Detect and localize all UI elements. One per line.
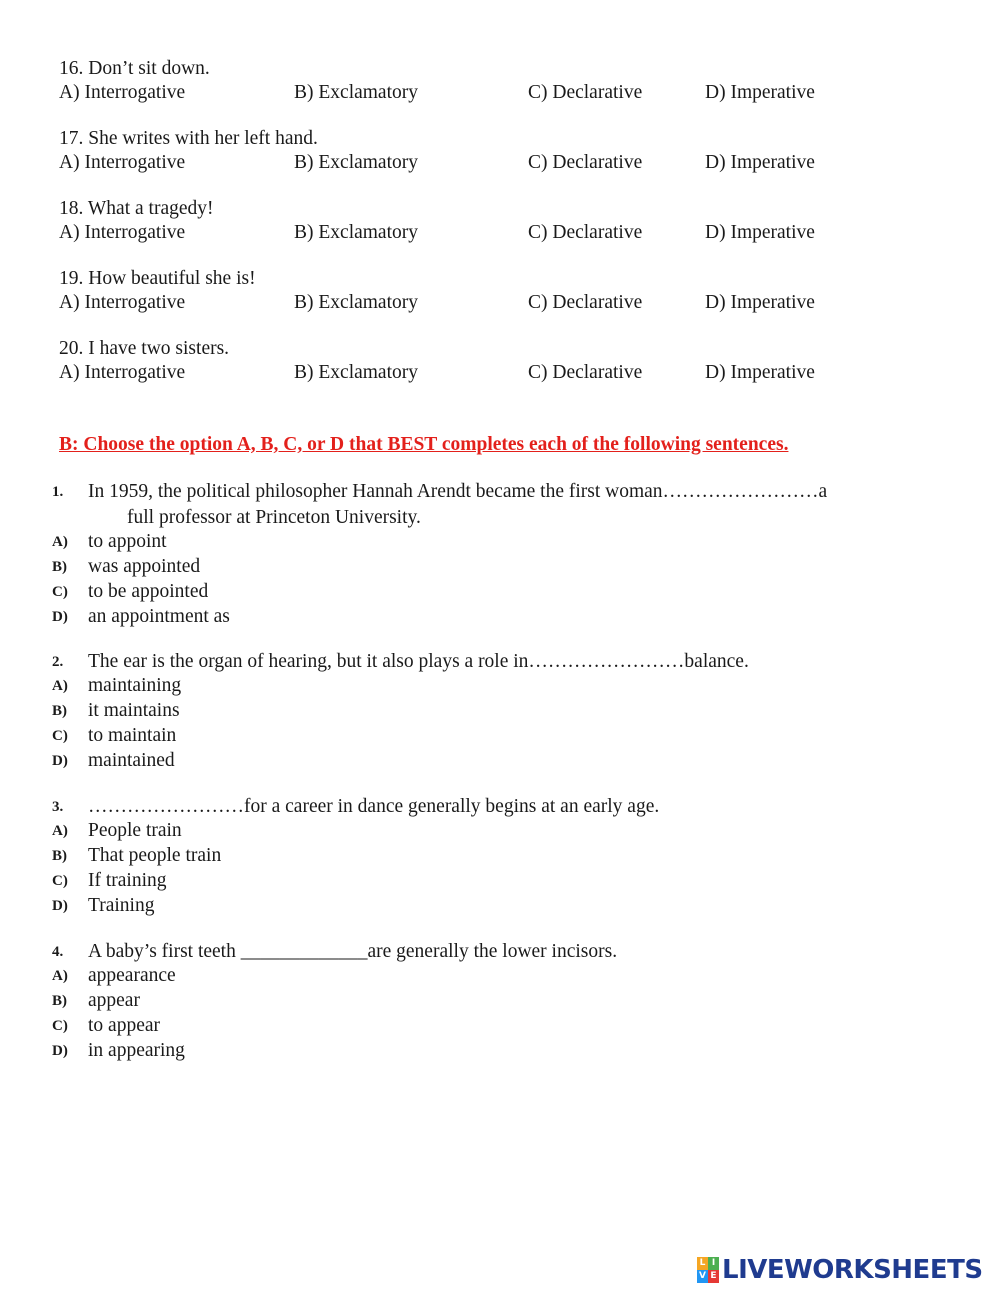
question-text: 17. She writes with her left hand. [59, 128, 318, 149]
option-a[interactable]: A) Interrogative [59, 362, 186, 383]
answer-option[interactable]: If training [88, 870, 167, 891]
answer-letter: D) [52, 898, 68, 914]
question-stem: ……………………for a career in dance generally begins at an early age. [88, 796, 660, 817]
logo-mark-icon [697, 1257, 719, 1283]
answer-letter: B) [52, 703, 67, 719]
question-number: 3. [52, 799, 64, 815]
logo-mark-v: V [697, 1270, 708, 1283]
logo-mark-e: E [708, 1270, 719, 1283]
question-number: 1. [52, 484, 64, 500]
answer-option[interactable]: was appointed [88, 556, 201, 577]
option-d[interactable]: D) Imperative [705, 222, 815, 243]
answer-option[interactable]: to maintain [88, 725, 177, 746]
answer-letter: D) [52, 753, 68, 769]
option-a[interactable]: A) Interrogative [59, 152, 186, 173]
question-text: 18. What a tragedy! [59, 198, 214, 219]
option-a[interactable]: A) Interrogative [59, 222, 186, 243]
answer-letter: A) [52, 968, 68, 984]
answer-option[interactable]: appear [88, 990, 140, 1011]
option-c[interactable]: C) Declarative [528, 82, 643, 103]
answer-letter: B) [52, 993, 67, 1009]
answer-option[interactable]: That people train [88, 845, 222, 866]
answer-option[interactable]: in appearing [88, 1040, 185, 1061]
logo-mark-i: I [708, 1257, 719, 1270]
option-b[interactable]: B) Exclamatory [294, 222, 418, 243]
section-b-heading: B: Choose the option A, B, C, or D that BEST completes each of the following sentences. [59, 434, 789, 455]
answer-letter: C) [52, 873, 68, 889]
answer-option[interactable]: it maintains [88, 700, 180, 721]
question-stem: A baby’s first teeth _____________are generally the lower incisors. [88, 941, 618, 962]
answer-option[interactable]: an appointment as [88, 606, 230, 627]
option-a[interactable]: A) Interrogative [59, 82, 186, 103]
answer-option[interactable]: to be appointed [88, 581, 209, 602]
option-c[interactable]: C) Declarative [528, 222, 643, 243]
answer-option[interactable]: People train [88, 820, 182, 841]
question-stem-continued: full professor at Princeton University. [127, 507, 421, 528]
answer-letter: A) [52, 823, 68, 839]
answer-letter: A) [52, 534, 68, 550]
option-c[interactable]: C) Declarative [528, 362, 643, 383]
question-number: 4. [52, 944, 64, 960]
answer-letter: D) [52, 609, 68, 625]
question-text: 20. I have two sisters. [59, 338, 230, 359]
question-stem: The ear is the organ of hearing, but it also plays a role in……………………balance. [88, 651, 749, 672]
logo-mark-l: L [697, 1257, 708, 1270]
option-d[interactable]: D) Imperative [705, 362, 815, 383]
answer-option[interactable]: maintained [88, 750, 175, 771]
answer-option[interactable]: Training [88, 895, 155, 916]
answer-option[interactable]: maintaining [88, 675, 182, 696]
option-b[interactable]: B) Exclamatory [294, 82, 418, 103]
answer-letter: B) [52, 848, 67, 864]
option-c[interactable]: C) Declarative [528, 292, 643, 313]
answer-letter: C) [52, 1018, 68, 1034]
option-b[interactable]: B) Exclamatory [294, 152, 418, 173]
question-text: 19. How beautiful she is! [59, 268, 256, 289]
answer-option[interactable]: to appear [88, 1015, 161, 1036]
logo-text: LIVEWORKSHEETS [722, 1255, 983, 1285]
answer-letter: D) [52, 1043, 68, 1059]
option-d[interactable]: D) Imperative [705, 292, 815, 313]
option-d[interactable]: D) Imperative [705, 82, 815, 103]
option-c[interactable]: C) Declarative [528, 152, 643, 173]
answer-letter: C) [52, 728, 68, 744]
option-b[interactable]: B) Exclamatory [294, 362, 418, 383]
question-stem: In 1959, the political philosopher Hannah Arendt became the first woman……………………a [88, 481, 828, 502]
option-d[interactable]: D) Imperative [705, 152, 815, 173]
question-number: 2. [52, 654, 64, 670]
answer-letter: C) [52, 584, 68, 600]
answer-letter: B) [52, 559, 67, 575]
answer-option[interactable]: to appoint [88, 531, 167, 552]
answer-letter: A) [52, 678, 68, 694]
option-b[interactable]: B) Exclamatory [294, 292, 418, 313]
answer-option[interactable]: appearance [88, 965, 176, 986]
liveworksheets-logo[interactable] [697, 1255, 983, 1285]
question-text: 16. Don’t sit down. [59, 58, 210, 79]
option-a[interactable]: A) Interrogative [59, 292, 186, 313]
